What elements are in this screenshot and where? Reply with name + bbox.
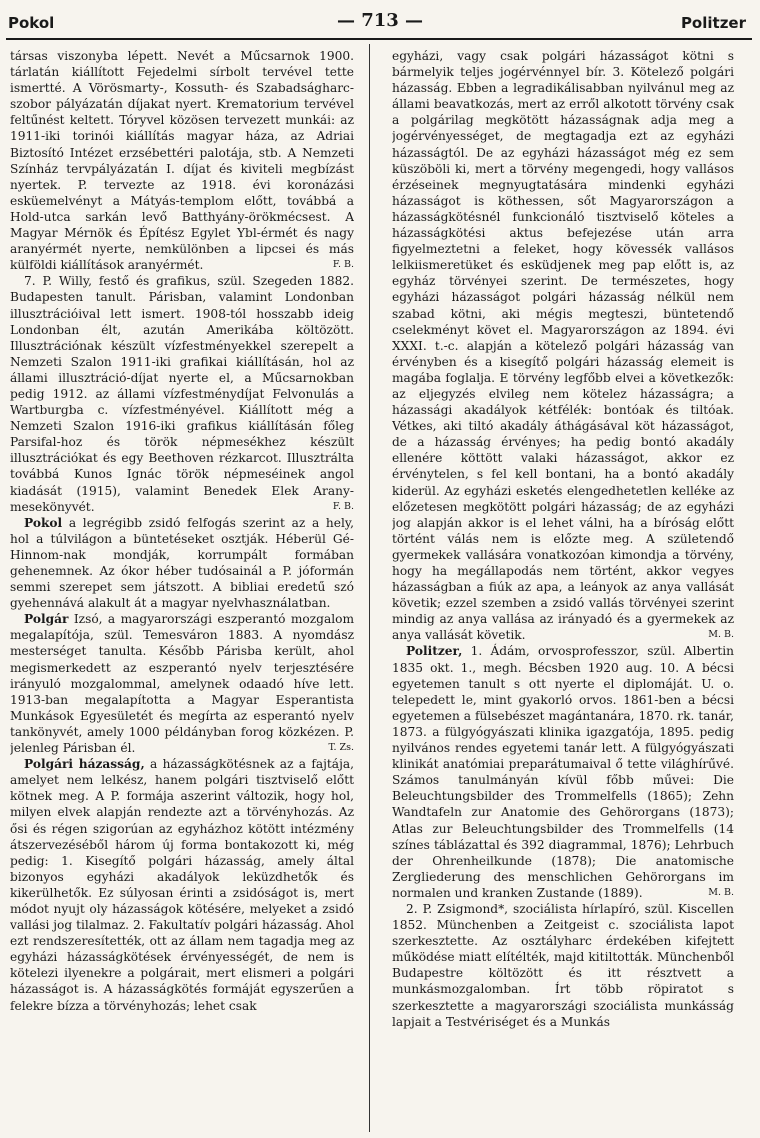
entry-paragraph xyxy=(392,901,734,1030)
entry-paragraph xyxy=(10,611,354,756)
entry-text: a legrégibb zsidó felfogás szerint az a hely, hol a túlvilágon a büntetéseket osztják. Héberül Gé-Hinnom-nak mondják, korrumpált formában gehenemnek. Az ókor héber tudósainál a P. jóformán semmi szerepet sem játszott. A bibliai eredetű szó gyehennává alakult át a magyar nyelvhasználatban. xyxy=(10,515,354,611)
author-signature: F. B. xyxy=(332,500,354,512)
entry-headword: Politzer, xyxy=(406,644,463,659)
entry-headword: Polgár xyxy=(24,612,69,627)
column-divider xyxy=(369,44,370,1132)
entry-paragraph xyxy=(10,756,354,1014)
entry-text: egyházi, vagy csak polgári házasságot kötni s bármelyik teljes jogérvénnyel bír. 3. Kötelező polgári házasság. Ebben a legradikálisabban nyilvánul meg az állami beavatkozás, mert az erről alkotott törvény csak a polgárilag megkötött házasságnak adja meg a jogérvényességet, de megtagadja ezt az egyházi házasságtól. De az egyházi házasságot még ez sem küszöböli ki, mert a törvény megengedi, hogy vallásos érzéseinek megnyugtatására mindenki egyházi házasságot is köthessen, sőt Magyarországon a házasságkötésnél funkcionáló tisztviselő köteles a házasságkötési aktus befejezése után arra figyelmeztetni a feleket, hogy kövessék vallásos lelkiismeretüket és esküdjenek meg pap előtt is, az egyház törvényei szerint. De természetes, hogy egyházi házasságot polgári házasság nélkül nem szabad kötni, aki mégis megteszi, büntetendő cselekményt követ el. Magyarországon az 1894. évi XXXI. t.-c. alapján a kötelező polgári házasság van érvényben és a kisegítő polgári házasság elemeit is magába foglalja. E törvény legfőbb elvei a következők: az eljegyzés elvileg nem kötelez házasságra; a házassági akadályok kétfélék: bontóak és tiltóak. Vétkes, aki tiltó akadály áthágásával köt házasságot, de a házasság érvényes; ha pedig bontó akadály ellenére köttött valaki házasságot, akkor ez érvénytelen, s fel kell bontani, ha a bontó akadály kiderül. Az egyházi esketés elengedhetetlen kelléke az előzetesen megkötött polgári házasság; de az egyházi jog alapján akkor is el lehet válni, ha a bíróság előtt történt válás nem is előzte meg. A születendő gyermekek vallására vonatkozóan kimondja a törvény, hogy ha megállapodás nem történt, akkor vegyes házasságban a fiúk az apa, a leányok az anya vallását követik; ezzel szemben a zsidó vallás törvényei szerint mindig az anya vallása az irányadó és a gyermekek az anya vallását követik. xyxy=(392,49,734,643)
header-left-guide-word: Pokol xyxy=(8,14,55,32)
entry-headword: Pokol xyxy=(24,515,63,530)
author-signature: T. Zs. xyxy=(328,742,354,754)
running-header xyxy=(0,0,760,40)
entry-text: a házasságkötésnek az a fajtája, amelyet nem lelkész, hanem polgári tisztviselő előtt kötnek meg. A P. formája aszerint változik, hogy hol, milyen elvek alapján rendezte azt a törvényhozás. Az ősi és régen szigorúan az egyházhoz kötött intézmény átszervezéséből három új forma bontakozott ki, még pedig: 1. Kisegítő polgári házasság, amely által bizonyos egyházi akadályok leküzdhetők és kikerülhetők. Ez súlyosan érinti a zsidóságot is, mert módot nyujt oly házasságok kötésére, melyeket a zsidó vallási jog tilalmaz. 2. Fakultatív polgári házasság. Ahol ezt rendszeresítették, ott az állam nem tagadja meg az egyházi házasságkötések érvényességét, de nem is kötelezi ilyenekre a polgárait, mert elismeri a polgári házasságot is. A házasságkötés formáját egyszerűen a felekre bízza a törvényhozás; lehet csak xyxy=(10,757,354,1013)
entry-paragraph xyxy=(10,273,354,514)
author-signature: M. B. xyxy=(708,886,734,898)
left-column xyxy=(10,48,354,1130)
author-signature: F. B. xyxy=(332,259,354,271)
entry-paragraph xyxy=(10,48,354,273)
entry-paragraph xyxy=(392,643,734,901)
page-number: — 713 — xyxy=(336,10,424,31)
entry-text: 1. Ádám, orvosprofesszor, szül. Albertin 1835 okt. 1., megh. Bécsben 1920 aug. 10. A bécsi egyetemen tanult s ott nyerte el diplomáját. U. o. telepedett le, mint gyakorló orvos. 1861-ben a bécsi egyetemen a fülsebészet magántanára, 1870. rk. tanár, 1873. a fülgyógyászati klinika igazgatója, 1895. pedig nyilvános rendes egyetemi tanár lett. A fülgyógyászati klinikát anatómiai preparátumaival ő tette világhírűvé. Számos tanulmányán kívül főbb művei: Die Beleuchtungsbilder des Trommelfells (1865); Zehn Wandtafeln zur Anatomie des Gehörorgans (1873); Atlas zur Beleuchtungsbilder des Trommelfells (14 színes táblázattal és 392 diagrammal, 1876); Lehrbuch der Ohrenheilkunde (1878); Die anatomische Zergliederung des menschlichen Gehörorgans im normalen und kranken Zustande (1889). xyxy=(392,644,734,900)
entry-text: 2. P. Zsigmond*, szociálista hírlapíró, szül. Kiscellen 1852. Münchenben a Zeitgeist c. szociálista lapot szerkesztette. Az osztályharc érdekében kifejtett működése miatt elítélték, majd kitiltották. Münchenből Budapestre költözött és itt résztvett a munkásmozgalomban. Írt több röpiratot s szerkesztette a magyarországi szociálista munkásság lapjait a Testvériséget és a Munkás xyxy=(392,901,734,1029)
right-column xyxy=(392,48,734,1130)
entry-paragraph xyxy=(392,48,734,643)
entry-text: 7. P. Willy, festő és grafikus, szül. Szegeden 1882. Budapesten tanult. Párisban, valamint Londonban illusztrációival lett ismert. 1908-tól hosszabb ideig Londonban élt, azután Amerikába költözött. Illusztrációnak készült vízfestményekkel szerepelt a Nemzeti Szalon 1911-iki grafikai kiállításán, hol az állami illusztráció-díjat nyerte el, a Műcsarnokban pedig 1912. az állami vízfestménydíjat Felvonulás a Wartburgba c. vízfestményével. Kiállított még a Nemzeti Szalon 1916-iki grafikus kiállításán főleg Parsifal-hoz és török népmesékhez készült illusztrációkat és egy Beethoven rézkarcot. Illusztrálta továbbá Kunos Ignác török népmeséinek angol kiadását (1915), valamint Benedek Elek Arany-mesekönyvét. xyxy=(10,274,354,514)
header-rule xyxy=(6,38,752,40)
entry-text: társas viszonyba lépett. Nevét a Műcsarnok 1900. tárlatán kiállított Fejedelmi sírbolt tervével tette ismertté. A Vörösmarty-, Kossuth- és Szabadságharc-szobor pályázatán díjakat nyert. Krematorium tervével feltűnést keltett. Tóryvel közösen tervezett munkái: az 1911-iki torinói kiállítás magyar háza, az Adriai Biztosító Intézet erzsébettéri palotája, stb. A Nemzeti Színház tervpályázatán I. díjat és kiviteli megbízást nyertek. P. tervezte az 1918. évi koronázási esküemelvényt a Mátyás-templom előtt, továbbá a Hold-utca sarkán levő Batthyány-örökmécsest. A Magyar Mérnök és Építész Egylet Ybl-érmét és nagy aranyérmét nyerte, nemkülönben a lipcsei és más külföldi kiállítások aranyérmét. xyxy=(10,49,354,273)
author-signature: M. B. xyxy=(708,629,734,641)
entry-paragraph xyxy=(10,515,354,612)
entry-headword: Polgári házasság, xyxy=(24,757,145,772)
entry-text: Izsó, a magyarországi eszperantó mozgalom megalapítója, szül. Temesváron 1883. A nyomdász mesterséget tanulta. Később Párisba került, ahol megismerkedett az eszperantó nyelv terjesztésére irányuló mozgalommal, amelynek odaadó híve lett. 1913-ban megalapította a Magyar Esperantista Munkások Egyesületét és megírta az esperantó nyelv tankönyvét, amely 1000 példányban forog közkézen. P. jelenleg Párisban él. xyxy=(10,612,354,756)
header-right-guide-word: Politzer xyxy=(680,14,746,32)
